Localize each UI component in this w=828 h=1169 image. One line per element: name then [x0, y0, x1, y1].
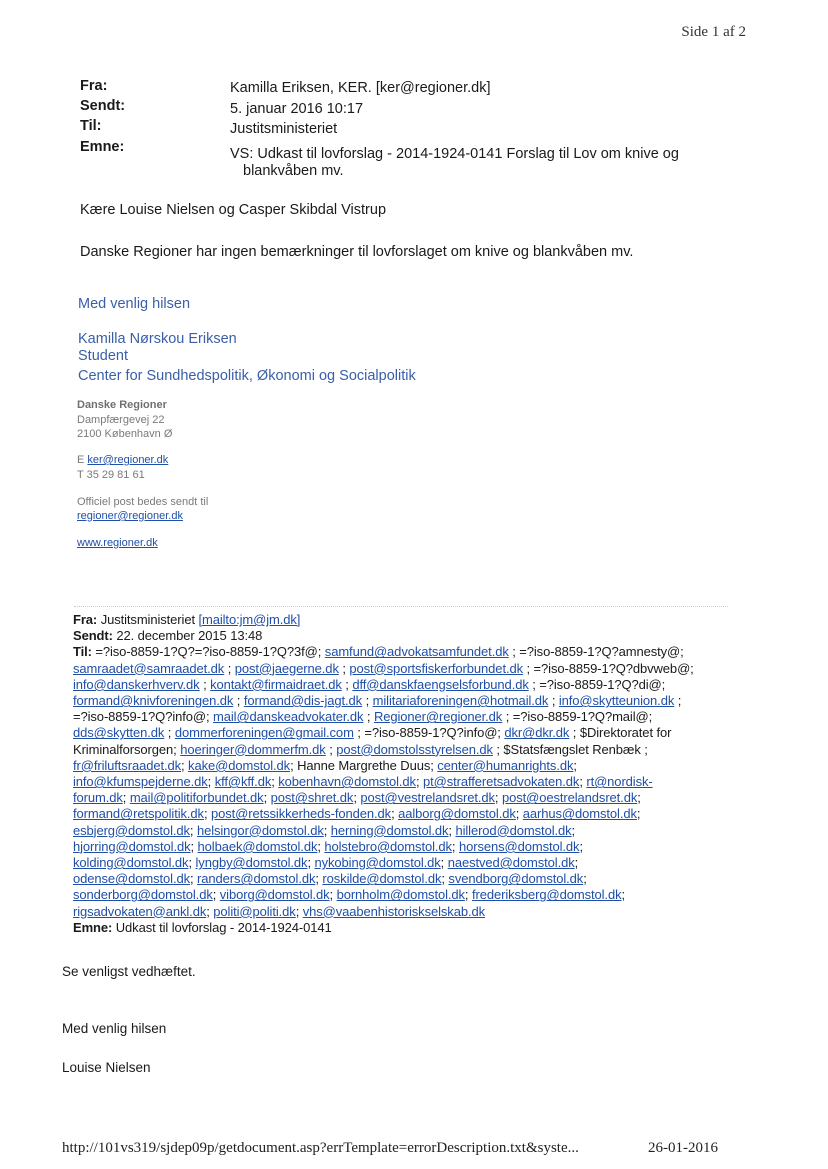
org-address-1: Dampfærgevej 22: [77, 414, 165, 426]
recipient-email-link[interactable]: holstebro@domstol.dk: [324, 838, 452, 854]
recipient-email-link[interactable]: post@vestrelandsret.dk: [360, 790, 495, 806]
recipient-text: ;: [494, 790, 502, 806]
recipient-text: ;: [224, 660, 235, 676]
recipient-email-link[interactable]: rigsadvokaten@ankl.dk: [73, 903, 207, 919]
recipient-text: ;: [190, 838, 198, 854]
recipient-email-link[interactable]: svendborg@domstol.dk: [448, 871, 584, 887]
recipient-email-link[interactable]: dommerforeningen@gmail.com: [174, 725, 354, 741]
recipient-text: ; =?iso-8859-1?Q?dbvweb@;: [523, 660, 694, 676]
recipient-email-link[interactable]: horsens@domstol.dk: [458, 838, 580, 854]
sent-label: Sendt:: [80, 98, 126, 114]
subject-line-1: VS: Udkast til lovforslag - 2014-1924-0141 Forslag til Lov om knive og: [230, 146, 679, 162]
recipient-text: ;: [674, 693, 682, 709]
recipient-text: ;: [583, 871, 587, 887]
recipient-text: ;: [341, 676, 353, 692]
fwd-subject-line: [73, 920, 738, 936]
recipient-text: ;: [338, 660, 350, 676]
recipient-email-link[interactable]: formand@dis-jagt.dk: [243, 693, 363, 709]
signature-department: Center for Sundhedspolitik, Økonomi og Socialpolitik: [78, 368, 416, 384]
recipient-email-link[interactable]: mail@danskeadvokater.dk: [213, 709, 364, 725]
recipient-text: ;: [233, 693, 244, 709]
recipient-text: ;: [329, 887, 337, 903]
recipient-email-link[interactable]: post@domstolsstyrelsen.dk: [336, 741, 493, 757]
recipient-text: ;: [451, 838, 459, 854]
recipient-text: ; =?iso-8859-1?Q?info@;: [353, 725, 505, 741]
fwd-from-mailto-link[interactable]: [mailto:jm@jm.dk]: [198, 612, 301, 627]
recipient-email-link[interactable]: sonderborg@domstol.dk: [73, 887, 213, 903]
fwd-sent-line: [73, 628, 738, 644]
to-label: Til:: [80, 118, 102, 134]
recipient-text: ; =?iso-8859-1?Q?amnesty@;: [508, 644, 684, 660]
email-prefix: E: [77, 454, 85, 466]
fwd-to-label: Til:: [73, 644, 96, 660]
recipient-email-link[interactable]: dds@skytten.dk: [73, 725, 165, 741]
recipient-text: ;: [363, 709, 374, 725]
recipient-email-link[interactable]: info@danskerhverv.dk: [73, 676, 200, 692]
recipient-email-link[interactable]: hjorring@domstol.dk: [73, 838, 191, 854]
from-value: Kamilla Eriksen, KER. [ker@regioner.dk]: [230, 80, 491, 96]
recipient-line: [73, 644, 738, 660]
fwd-from-value: Justitsministeriet: [100, 612, 195, 627]
org-phone: T 35 29 81 61: [77, 469, 145, 481]
recipient-text: ;: [637, 790, 641, 806]
recipient-text: ; =?iso-8859-1?Q?di@;: [528, 676, 666, 692]
recipient-email-link[interactable]: hoeringer@dommerfm.dk: [180, 741, 326, 757]
recipient-text: ;: [164, 725, 175, 741]
recipient-text: ;: [574, 855, 579, 871]
recipient-text: ; $Direktoratet for: [569, 725, 672, 741]
fwd-subject-label: Emne:: [73, 919, 113, 935]
page-number: Side 1 af 2: [681, 24, 746, 40]
recipient-email-link[interactable]: post@oestrelandsret.dk: [501, 790, 638, 806]
attachment-note: Se venligst vedhæftet.: [62, 964, 196, 979]
recipient-email-link[interactable]: formand@retspolitik.dk: [73, 806, 204, 822]
subject-label: Emne:: [80, 139, 125, 155]
recipient-email-link[interactable]: helsingor@domstol.dk: [196, 822, 324, 838]
recipient-line: [73, 742, 738, 758]
recipient-email-link[interactable]: bornholm@domstol.dk: [336, 887, 465, 903]
footer-date: 26-01-2016: [648, 1140, 718, 1156]
recipient-text: ;: [315, 871, 323, 887]
recipient-line: [73, 904, 738, 920]
to-value: Justitsministeriet: [230, 121, 338, 137]
recipient-email-link[interactable]: samraadet@samraadet.dk: [73, 660, 225, 676]
recipient-email-link[interactable]: randers@domstol.dk: [197, 871, 316, 887]
recipient-email-link[interactable]: formand@knivforeningen.dk: [73, 693, 234, 709]
divider: [74, 606, 728, 607]
recipient-text: ;: [190, 871, 198, 887]
sent-value: 5. januar 2016 10:17: [230, 101, 364, 117]
recipient-text: Kriminalforsorgen;: [73, 741, 181, 757]
recipient-email-link[interactable]: kobenhavn@domstol.dk: [278, 774, 416, 790]
recipient-text: ;: [548, 693, 559, 709]
recipient-email-link[interactable]: kolding@domstol.dk: [73, 855, 189, 871]
recipient-text: ;: [441, 871, 449, 887]
recipient-text: ;: [448, 822, 456, 838]
fwd-from-label: Fra:: [73, 612, 98, 627]
recipient-text: ;: [323, 822, 331, 838]
recipient-text: ;: [362, 693, 373, 709]
recipient-email-link[interactable]: naestved@domstol.dk: [447, 855, 575, 871]
recipient-text: ;: [515, 806, 523, 822]
fwd-from-line: [73, 612, 738, 628]
tail-name: Louise Nielsen: [62, 1060, 151, 1075]
fwd-sent-value: 22. december 2015 13:48: [116, 628, 263, 644]
recipient-email-link[interactable]: samfund@advokatsamfundet.dk: [324, 644, 509, 660]
recipient-line: [73, 709, 738, 725]
recipient-text: ;: [295, 903, 303, 919]
recipient-email-link[interactable]: odense@domstol.dk: [73, 871, 191, 887]
recipient-text: ;: [579, 774, 587, 790]
recipient-text: =?iso-8859-1?Q?info@;: [73, 709, 214, 725]
recipient-text: ;: [271, 774, 279, 790]
recipient-text: ;: [464, 887, 472, 903]
fwd-recipients: [73, 644, 738, 919]
recipient-line: [73, 855, 738, 871]
org-address-2: 2100 København Ø: [77, 428, 173, 440]
recipient-email-link[interactable]: info@kfumspejderne.dk: [73, 774, 208, 790]
signature-name: Kamilla Nørskou Eriksen: [78, 331, 237, 347]
recipient-email-link[interactable]: vhs@vaabenhistoriskselskab.dk: [302, 903, 485, 919]
recipient-email-link[interactable]: frederiksberg@domstol.dk: [471, 887, 622, 903]
recipient-text: ;: [206, 903, 214, 919]
recipient-line: [73, 758, 738, 774]
recipient-text: ;: [188, 855, 196, 871]
recipient-email-link[interactable]: kake@domstol.dk: [188, 757, 291, 773]
recipient-line: [73, 693, 738, 709]
recipient-email-link[interactable]: post@sportsfiskerforbundet.dk: [349, 660, 523, 676]
recipient-email-link[interactable]: mail@politiforbundet.dk: [129, 790, 264, 806]
signature-closing: Med venlig hilsen: [78, 296, 191, 312]
recipient-line: [73, 790, 738, 806]
recipient-email-link[interactable]: nykobing@domstol.dk: [314, 855, 441, 871]
recipient-email-link[interactable]: esbjerg@domstol.dk: [73, 822, 190, 838]
from-label: Fra:: [80, 78, 108, 94]
forwarded-header: [73, 612, 738, 936]
recipient-text: ; =?iso-8859-1?Q?mail@;: [502, 709, 653, 725]
recipient-email-link[interactable]: fr@friluftsraadet.dk: [73, 757, 182, 773]
recipient-email-link[interactable]: aarhus@domstol.dk: [522, 806, 637, 822]
recipient-line: [73, 774, 738, 790]
recipient-text: ;: [307, 855, 315, 871]
recipient-text: ;: [621, 887, 625, 903]
recipient-text: ; Hanne Margrethe Duus;: [290, 757, 438, 773]
recipient-email-link[interactable]: info@skytteunion.dk: [558, 693, 675, 709]
recipient-line: [73, 871, 738, 887]
fwd-subject-value: Udkast til lovforslag - 2014-1924-0141: [115, 919, 332, 935]
recipient-line: [73, 661, 738, 677]
recipient-email-link[interactable]: kontakt@firmaidraet.dk: [210, 676, 342, 692]
recipient-text: ;: [636, 806, 641, 822]
org-email-line: [77, 454, 168, 466]
recipient-email-link[interactable]: rt@nordisk-: [586, 774, 653, 790]
recipient-email-link[interactable]: post@jaegerne.dk: [234, 660, 339, 676]
recipient-email-link[interactable]: holbaek@domstol.dk: [197, 838, 318, 854]
recipient-email-link[interactable]: forum.dk: [73, 790, 123, 806]
recipient-email-link[interactable]: pt@strafferetsadvokaten.dk: [422, 774, 580, 790]
recipient-text: ; $Statsfængslet Renbæk ;: [492, 741, 648, 757]
recipient-text: ;: [181, 757, 189, 773]
recipient-text: ;: [573, 757, 577, 773]
recipient-text: ;: [415, 774, 423, 790]
recipient-text: ;: [579, 838, 583, 854]
recipient-email-link[interactable]: center@humanrights.dk: [437, 757, 574, 773]
recipient-line: [73, 725, 738, 741]
recipient-email-link[interactable]: politi@politi.dk: [213, 903, 296, 919]
recipient-email-link[interactable]: aalborg@domstol.dk: [398, 806, 516, 822]
recipient-text: ;: [212, 887, 220, 903]
recipient-email-link[interactable]: post@shret.dk: [270, 790, 354, 806]
org-name: Danske Regioner: [77, 399, 167, 411]
recipient-email-link[interactable]: dkr@dkr.dk: [504, 725, 570, 741]
tail-closing: Med venlig hilsen: [62, 1021, 167, 1036]
recipient-text: ;: [263, 790, 271, 806]
greeting: Kære Louise Nielsen og Casper Skibdal Vistrup: [80, 202, 387, 218]
recipient-line: [73, 677, 738, 693]
official-email-link[interactable]: regioner@regioner.dk: [77, 510, 183, 522]
website-link[interactable]: www.regioner.dk: [77, 537, 158, 549]
recipient-email-link[interactable]: dff@danskfaengselsforbund.dk: [352, 676, 529, 692]
recipient-email-link[interactable]: roskilde@domstol.dk: [322, 871, 442, 887]
body-text: Danske Regioner har ingen bemærkninger til lovforslaget om knive og blankvåben mv.: [80, 244, 634, 260]
recipient-text: ;: [199, 676, 211, 692]
recipient-text: ;: [440, 855, 448, 871]
recipient-text: ;: [189, 822, 197, 838]
recipient-email-link[interactable]: post@retssikkerheds-fonden.dk: [210, 806, 392, 822]
recipient-line: [73, 887, 738, 903]
recipient-email-link[interactable]: kff@kff.dk: [214, 774, 272, 790]
recipient-text: ;: [317, 838, 325, 854]
recipient-text: ;: [203, 806, 211, 822]
recipient-email-link[interactable]: hillerod@domstol.dk: [455, 822, 572, 838]
recipient-email-link[interactable]: Regioner@regioner.dk: [373, 709, 503, 725]
recipient-text: =?iso-8859-1?Q?3f@;: [194, 644, 325, 660]
recipient-text: ;: [325, 741, 337, 757]
recipient-text: ;: [353, 790, 361, 806]
recipient-line: [73, 823, 738, 839]
recipient-email-link[interactable]: herning@domstol.dk: [330, 822, 449, 838]
recipient-line: [73, 839, 738, 855]
recipient-text: ;: [122, 790, 130, 806]
footer-url: http://101vs319/sjdep09p/getdocument.asp?errTemplate=errorDescription.txt&syste...: [62, 1140, 579, 1156]
recipient-email-link[interactable]: militariaforeningen@hotmail.dk: [372, 693, 549, 709]
recipient-text: ;: [391, 806, 399, 822]
recipient-email-link[interactable]: lyngby@domstol.dk: [195, 855, 308, 871]
recipient-email-link[interactable]: viborg@domstol.dk: [219, 887, 330, 903]
official-note: Officiel post bedes sendt til: [77, 496, 209, 508]
subject-line-2: blankvåben mv.: [243, 163, 344, 179]
recipient-line: [73, 806, 738, 822]
org-email-link[interactable]: ker@regioner.dk: [87, 454, 169, 466]
recipient-text: ;: [571, 822, 576, 838]
recipient-text: =?iso-8859-1?Q?: [95, 644, 195, 660]
fwd-sent-label: Sendt:: [73, 628, 113, 644]
signature-role: Student: [78, 348, 128, 364]
recipient-text: ;: [207, 774, 215, 790]
